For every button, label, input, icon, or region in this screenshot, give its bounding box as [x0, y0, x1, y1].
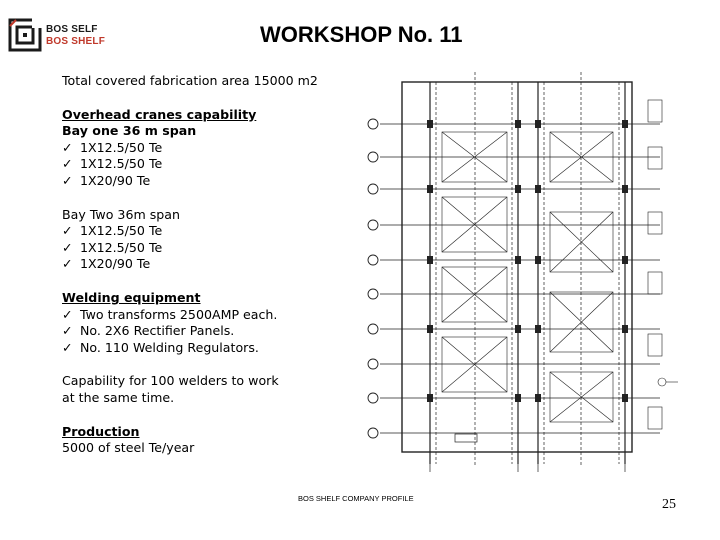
workshop-details — [62, 73, 362, 457]
check-icon: ✓ — [62, 323, 73, 339]
list-item: ✓ 1X20/90 Te — [62, 256, 151, 272]
company-logo — [8, 18, 108, 54]
list-item: ✓ No. 110 Welding Regulators. — [62, 339, 259, 355]
capability-line-2: at the same time. — [62, 389, 175, 405]
list-item: ✓ 1X12.5/50 Te — [62, 239, 163, 255]
check-icon: ✓ — [62, 223, 73, 239]
logo-text-secondary: BOS SHELF — [46, 36, 106, 47]
list-item: ✓ Two transforms 2500AMP each. — [62, 306, 278, 322]
list-item: ✓ 1X20/90 Te — [62, 172, 151, 188]
check-icon: ✓ — [62, 339, 73, 355]
capability-line-1: Capability for 100 welders to work — [62, 373, 279, 389]
list-item: ✓ 1X12.5/50 Te — [62, 223, 163, 239]
cranes-heading: Overhead cranes capability — [62, 106, 257, 122]
logo-mark-icon — [8, 18, 42, 52]
welding-heading: Welding equipment — [62, 289, 201, 305]
bay-one-heading: Bay one 36 m span — [62, 123, 197, 139]
bay-two-heading: Bay Two 36m span — [62, 206, 180, 222]
check-icon: ✓ — [62, 306, 73, 322]
production-text: 5000 of steel Te/year — [62, 440, 195, 456]
footer-text: BOS SHELF COMPANY PROFILE — [298, 494, 414, 503]
page-number: 25 — [662, 497, 676, 512]
check-icon: ✓ — [62, 239, 73, 255]
area-text: Total covered fabrication area 15000 m2 — [62, 73, 318, 88]
logo-text-primary: BOS SELF — [46, 24, 98, 35]
check-icon: ✓ — [62, 139, 73, 155]
check-icon: ✓ — [62, 172, 73, 188]
page-title: WORKSHOP No. 11 — [260, 22, 463, 47]
workshop-floor-plan — [360, 72, 710, 482]
production-heading: Production — [62, 423, 140, 439]
list-item: ✓ No. 2X6 Rectifier Panels. — [62, 323, 235, 339]
list-item: ✓ 1X12.5/50 Te — [62, 139, 163, 155]
list-item: ✓ 1X12.5/50 Te — [62, 156, 163, 172]
check-icon: ✓ — [62, 156, 73, 172]
check-icon: ✓ — [62, 256, 73, 272]
